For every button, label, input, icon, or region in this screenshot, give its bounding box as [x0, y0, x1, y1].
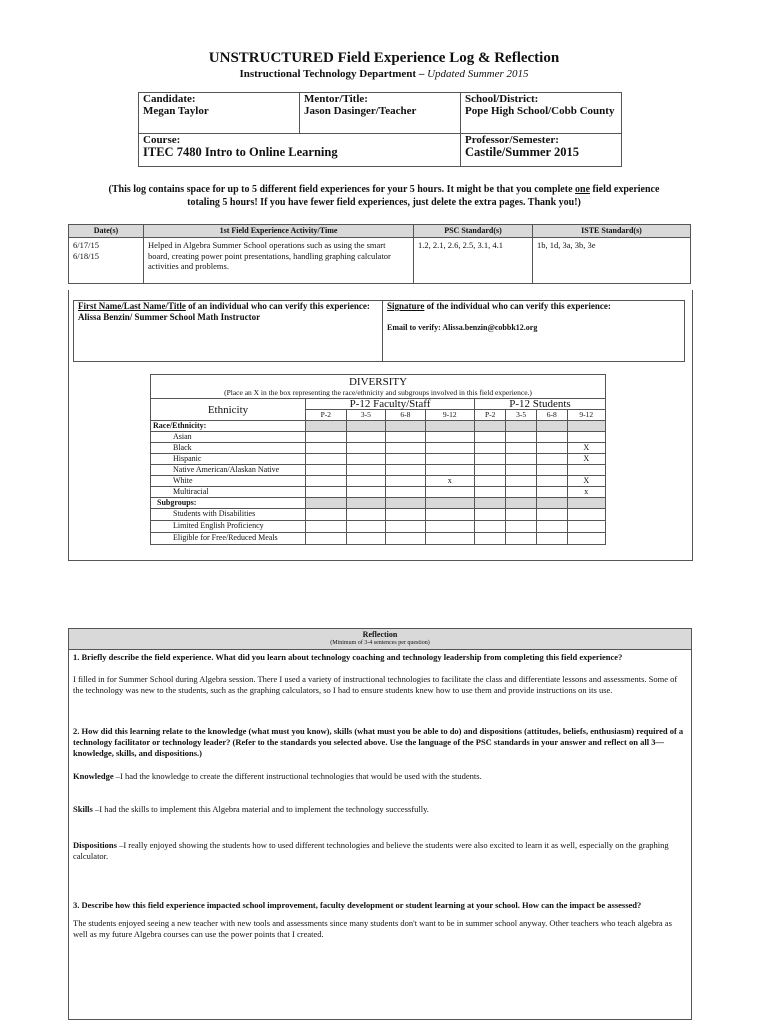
faculty-header: P-12 Faculty/Staff: [306, 399, 475, 410]
diversity-checkbox[interactable]: [474, 465, 505, 476]
diversity-checkbox[interactable]: [346, 509, 385, 521]
subgroup-name: Limited English Proficiency: [151, 521, 306, 533]
diversity-checkbox[interactable]: [346, 476, 385, 487]
subgroups-label: Subgroups:: [151, 498, 306, 509]
candidate-value: Megan Taylor: [143, 105, 209, 117]
log-date-1: 6/17/15: [73, 240, 99, 250]
diversity-checkbox[interactable]: [306, 465, 347, 476]
diversity-title: DIVERSITY: [348, 376, 408, 388]
log-header-dates: Date(s): [69, 225, 144, 238]
diversity-checkbox[interactable]: [474, 432, 505, 443]
instruction-note: [104, 183, 664, 209]
diversity-checkbox[interactable]: [567, 533, 606, 545]
subgroup-row: [151, 509, 606, 521]
diversity-checkbox[interactable]: [567, 465, 606, 476]
diversity-checkbox[interactable]: [425, 432, 474, 443]
school-value: Pope High School/Cobb County: [465, 105, 615, 117]
grade-header: P-2: [474, 410, 505, 421]
diversity-checkbox[interactable]: [306, 443, 347, 454]
race-row: [151, 487, 606, 498]
diversity-checkbox[interactable]: [306, 476, 347, 487]
diversity-checkbox[interactable]: [506, 432, 537, 443]
diversity-checkbox[interactable]: [386, 476, 425, 487]
diversity-checkbox[interactable]: [386, 443, 425, 454]
diversity-checkbox[interactable]: [425, 521, 474, 533]
race-row: [151, 443, 606, 454]
note-underlined: one: [575, 184, 591, 195]
diversity-checkbox[interactable]: [506, 443, 537, 454]
course-cell: [139, 134, 461, 167]
diversity-checkbox[interactable]: [536, 533, 567, 545]
grade-header: 3-5: [506, 410, 537, 421]
grade-header: 9-12: [567, 410, 606, 421]
diversity-checkbox[interactable]: [346, 443, 385, 454]
subgroup-row: [151, 521, 606, 533]
diversity-checkbox[interactable]: [536, 465, 567, 476]
diversity-checkbox[interactable]: [346, 454, 385, 465]
diversity-instruction: (Place an X in the box representing the race/ethnicity and subgroups involved in this field experience.): [224, 388, 532, 397]
diversity-checkbox[interactable]: [567, 521, 606, 533]
skills-text: –I had the skills to implement this Algebra material and to implement the technology successfully.: [92, 804, 429, 814]
verify-table: [73, 300, 685, 362]
race-label: Race/Ethnicity:: [151, 421, 306, 432]
students-header: P-12 Students: [474, 399, 605, 410]
diversity-checkbox[interactable]: [386, 509, 425, 521]
reflection-header: [69, 629, 691, 650]
diversity-checkbox[interactable]: X: [567, 443, 606, 454]
diversity-checkbox[interactable]: [536, 432, 567, 443]
ethnicity-header: Ethnicity: [151, 399, 306, 421]
mentor-label: Mentor/Title:: [304, 93, 368, 105]
verify-signature-label-underlined: Signature: [387, 301, 425, 311]
diversity-checkbox[interactable]: [506, 533, 537, 545]
race-name: Native American/Alaskan Native: [151, 465, 306, 476]
answer-3: The students enjoyed seeing a new teacher with new tools and assessments since many students don't want to be in summer school anyway. Other teachers who teach algebra as well as my future Algebra courses can use the power points that I created.: [73, 918, 672, 939]
course-label: Course:: [143, 134, 181, 146]
knowledge-text: –I had the knowledge to create the different instructional technologies that would be used with the students.: [113, 771, 482, 781]
candidate-cell: [139, 93, 300, 134]
log-table: [68, 224, 691, 284]
race-name: Multiracial: [151, 487, 306, 498]
grade-header: 3-5: [346, 410, 385, 421]
mentor-cell: [300, 93, 461, 134]
mentor-value: Jason Dasinger/Teacher: [304, 105, 417, 117]
verify-name-label-rest: of an individual who can verify this experience:: [188, 301, 370, 311]
course-value: ITEC 7480 Intro to Online Learning: [143, 145, 338, 159]
verify-signature-label-rest: of the individual who can verify this experience:: [426, 301, 611, 311]
diversity-checkbox[interactable]: [346, 432, 385, 443]
dispositions-label: Dispositions: [73, 840, 117, 850]
diversity-checkbox[interactable]: [425, 465, 474, 476]
diversity-checkbox[interactable]: [386, 487, 425, 498]
race-name: Asian: [151, 432, 306, 443]
diversity-checkbox[interactable]: [506, 465, 537, 476]
diversity-checkbox[interactable]: [536, 521, 567, 533]
verify-signature-cell: [383, 301, 685, 362]
answer-1: I filled in for Summer School during Algebra session. There I used a variety of instructional technologies to facilitate the class and differentiate lessons and assessments. Some of the technology was new to the students, such as the graphing calculators, so I had to ensure students knew how to use them and provide instructions on its use.: [73, 674, 678, 695]
diversity-checkbox[interactable]: [306, 533, 347, 545]
diversity-checkbox[interactable]: x: [567, 487, 606, 498]
verify-name-value: Alissa Benzin/ Summer School Math Instructor: [78, 312, 261, 322]
diversity-checkbox[interactable]: [474, 509, 505, 521]
note-part2: field experience totaling 5 hours! If you have fewer field experiences, just delete the extra pages. Thank you!): [187, 184, 660, 208]
page-title: UNSTRUCTURED Field Experience Log & Reflection: [208, 50, 560, 66]
diversity-checkbox[interactable]: [346, 487, 385, 498]
diversity-checkbox[interactable]: [506, 476, 537, 487]
diversity-checkbox[interactable]: [474, 454, 505, 465]
reflection-box: [68, 628, 692, 1020]
diversity-checkbox[interactable]: [346, 521, 385, 533]
diversity-checkbox[interactable]: [536, 454, 567, 465]
diversity-checkbox[interactable]: [474, 443, 505, 454]
professor-value: Castile/Summer 2015: [465, 145, 579, 159]
race-rows: [151, 432, 606, 498]
info-table: [138, 92, 622, 167]
diversity-checkbox[interactable]: [474, 487, 505, 498]
diversity-checkbox[interactable]: [306, 521, 347, 533]
grade-header: 9-12: [425, 410, 474, 421]
diversity-checkbox[interactable]: [506, 521, 537, 533]
diversity-checkbox[interactable]: [567, 432, 606, 443]
verify-name-label-underlined: First Name/Last Name/Title: [78, 301, 186, 311]
diversity-checkbox[interactable]: [346, 465, 385, 476]
diversity-checkbox[interactable]: X: [567, 476, 606, 487]
diversity-checkbox[interactable]: [536, 487, 567, 498]
diversity-checkbox[interactable]: [567, 509, 606, 521]
verify-name-cell: [74, 301, 383, 362]
diversity-checkbox[interactable]: [506, 487, 537, 498]
diversity-checkbox[interactable]: X: [567, 454, 606, 465]
log-date-2: 6/18/15: [73, 250, 99, 261]
diversity-checkbox[interactable]: [506, 509, 537, 521]
diversity-checkbox[interactable]: [306, 509, 347, 521]
skills-label: Skills: [73, 804, 93, 814]
school-label: School/District:: [465, 93, 539, 105]
diversity-checkbox[interactable]: [306, 454, 347, 465]
subgroup-rows: [151, 509, 606, 545]
diversity-checkbox[interactable]: x: [425, 476, 474, 487]
log-psc-cell: 1.2, 2.1, 2.6, 2.5, 3.1, 4.1: [414, 238, 533, 284]
diversity-checkbox[interactable]: [425, 487, 474, 498]
dispositions-text: –I really enjoyed showing the students how to used different technologies and believe the students were also excited to learn it as well, especially on the graphing calculator.: [73, 840, 669, 861]
verify-signature-label: [387, 301, 680, 312]
diversity-checkbox[interactable]: [386, 432, 425, 443]
diversity-checkbox[interactable]: [536, 476, 567, 487]
candidate-label: Candidate:: [143, 93, 196, 105]
subtitle-dept: Instructional Technology Department –: [239, 68, 425, 80]
subgroup-name: Students with Disabilities: [151, 509, 306, 521]
log-header-activity: 1st Field Experience Activity/Time: [144, 225, 414, 238]
school-cell: [461, 93, 622, 134]
race-row: [151, 476, 606, 487]
diversity-checkbox[interactable]: [306, 487, 347, 498]
log-header-psc: PSC Standard(s): [414, 225, 533, 238]
subgroup-name: Eligible for Free/Reduced Meals: [151, 533, 306, 545]
diversity-checkbox[interactable]: [346, 533, 385, 545]
subgroup-row: [151, 533, 606, 545]
dispositions-answer: [73, 840, 687, 862]
question-2: 2. How did this learning relate to the knowledge (what must you know), skills (what must you be able to do) and dispositions (attitudes, beliefs, enthusiasm) required of a technology facilitator or technology leader? (Refer to the standards you selected above. Use the language of the PSC standards in your answer and reflect on all 3—knowledge, skills, and dispositions.): [73, 726, 684, 758]
diversity-checkbox[interactable]: [474, 476, 505, 487]
verify-name-label: [78, 301, 378, 312]
note-part1: (This log contains space for up to 5 different field experiences for your 5 hours. It might be that you complete: [108, 184, 573, 195]
race-row: [151, 454, 606, 465]
knowledge-answer: [73, 771, 687, 782]
race-row: [151, 432, 606, 443]
diversity-table: [150, 374, 606, 545]
race-name: Hispanic: [151, 454, 306, 465]
diversity-checkbox[interactable]: [536, 509, 567, 521]
diversity-checkbox[interactable]: [386, 521, 425, 533]
page-subtitle: [0, 68, 768, 80]
grade-header: 6-8: [386, 410, 425, 421]
professor-cell: [461, 134, 622, 167]
reflection-subtitle: (Minimum of 3-4 sentences per question): [330, 640, 430, 646]
diversity-checkbox[interactable]: [386, 533, 425, 545]
verify-email: Email to verify: Alissa.benzin@cobbk12.org: [387, 323, 538, 332]
diversity-checkbox[interactable]: [425, 509, 474, 521]
diversity-checkbox[interactable]: [474, 533, 505, 545]
question-3: 3. Describe how this field experience impacted school improvement, faculty development or student learning at your school. How can the impact be assessed?: [73, 900, 642, 910]
diversity-checkbox[interactable]: [425, 443, 474, 454]
diversity-checkbox[interactable]: [474, 521, 505, 533]
log-dates-cell: [69, 238, 144, 284]
subtitle-updated: Updated Summer 2015: [427, 68, 529, 80]
race-name: Black: [151, 443, 306, 454]
knowledge-label: Knowledge: [73, 771, 114, 781]
grade-header: 6-8: [536, 410, 567, 421]
race-row: [151, 465, 606, 476]
diversity-checkbox[interactable]: [506, 454, 537, 465]
diversity-checkbox[interactable]: [386, 454, 425, 465]
reflection-title: Reflection: [362, 630, 398, 639]
race-name: White: [151, 476, 306, 487]
log-iste-cell: 1b, 1d, 3a, 3b, 3e: [533, 238, 691, 284]
skills-answer: [73, 804, 687, 815]
log-header-iste: ISTE Standard(s): [533, 225, 691, 238]
log-activity-cell: Helped in Algebra Summer School operations such as using the smart board, creating power point presentations, handling graphing calculator activities and problems.: [144, 238, 414, 284]
diversity-title-cell: [151, 375, 606, 399]
question-1: 1. Briefly describe the field experience. What did you learn about technology coaching and technology leadership from completing this field experience?: [73, 652, 623, 662]
grade-header: P-2: [306, 410, 347, 421]
diversity-checkbox[interactable]: [306, 432, 347, 443]
diversity-checkbox[interactable]: [386, 465, 425, 476]
professor-label: Professor/Semester:: [465, 134, 559, 146]
diversity-checkbox[interactable]: [425, 454, 474, 465]
diversity-checkbox[interactable]: [536, 443, 567, 454]
diversity-checkbox[interactable]: [425, 533, 474, 545]
